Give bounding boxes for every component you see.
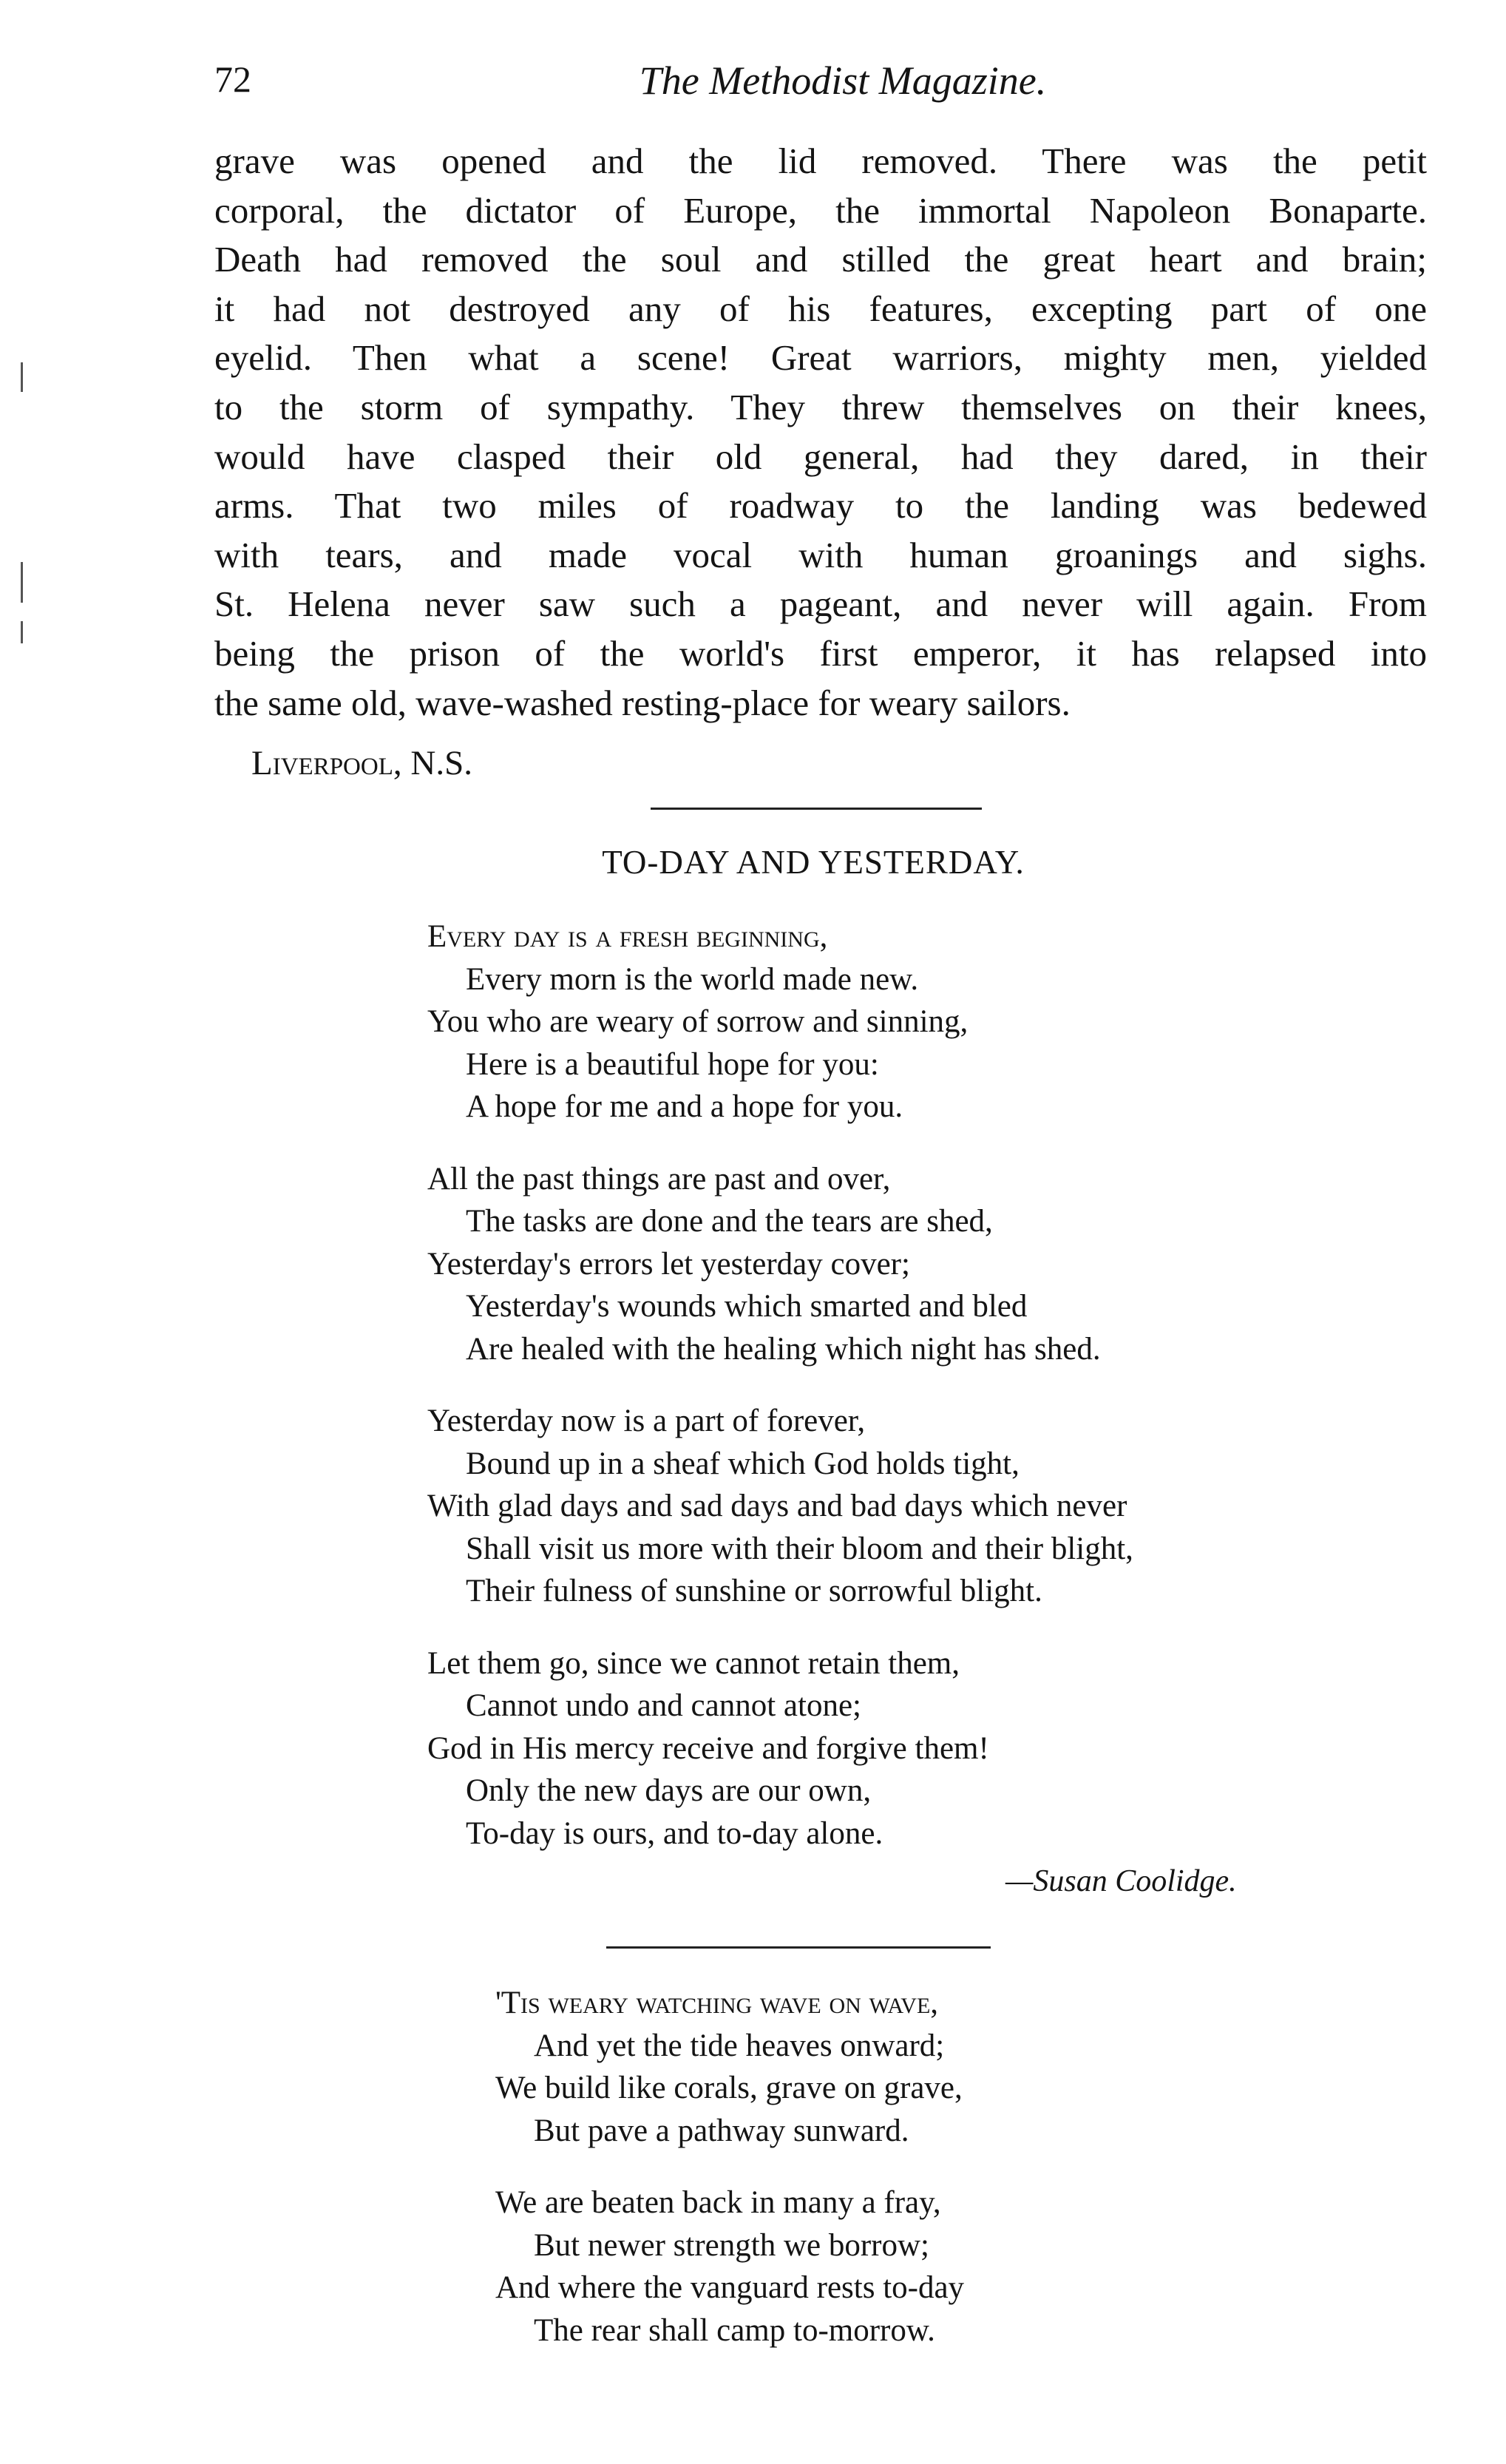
verse-line: But pave a pathway sunward. [534, 2113, 909, 2148]
signoff [251, 743, 472, 783]
page-header [214, 58, 1427, 117]
verse-line: Shall visit us more with their bloom and their blight, [466, 1531, 1133, 1566]
verse-line: Yesterday's errors let yesterday cover; [427, 1246, 910, 1282]
verse-line: Their fulness of sunshine or sorrowful blight. [466, 1574, 1042, 1608]
verse-line: Yesterday's wounds which smarted and bled [466, 1289, 1028, 1324]
stanza [427, 915, 1425, 1128]
prose-line: grave was opened and the lid removed. There was the petit [214, 141, 1427, 181]
page-number: 72 [214, 58, 251, 100]
verse-line: A hope for me and a hope for you. [466, 1089, 903, 1124]
verse-line: Are healed with the healing which night has shed. [466, 1331, 1101, 1367]
poem-attribution: —Susan Coolidge. [1005, 1864, 1237, 1898]
prose-line: arms. That two miles of roadway to the landing was bedewed [214, 485, 1427, 527]
prose-line: would have clasped their old general, had they dared, in their [214, 436, 1427, 477]
prose-line: St. Helena never saw such a pageant, and never will again. From [214, 583, 1427, 625]
section-divider [606, 1946, 991, 1949]
verse-line: We build like corals, grave on grave, [495, 2071, 963, 2105]
stanza [427, 1400, 1425, 1613]
verse-line: You who are weary of sorrow and sinning, [427, 1004, 969, 1039]
verse-line: 'Tis weary watching wave on wave, [495, 1986, 939, 2020]
prose-line: with tears, and made vocal with human groanings and sighs. [214, 534, 1427, 575]
signoff-text: Liverpool, N.S. [251, 744, 472, 782]
running-title: The Methodist Magazine. [639, 58, 1047, 103]
verse-line: God in His mercy receive and forgive them! [427, 1730, 989, 1766]
poem-to-day-and-yesterday [427, 915, 1425, 1884]
verse-line: We are beaten back in many a fray, [495, 2185, 941, 2220]
prose-line: the same old, wave-washed resting-place for weary sailors. [214, 682, 1071, 723]
prose-line: corporal, the dictator of Europe, the immortal Napoleon Bonaparte. [214, 189, 1427, 231]
verse-line: All the past things are past and over, [427, 1161, 891, 1197]
verse-line: Every day is a fresh beginning, [427, 919, 828, 954]
verse-line: Let them go, since we cannot retain them, [427, 1645, 960, 1681]
poem-title: TO-DAY AND YESTERDAY. [602, 844, 1025, 881]
verse-line: Here is a beautiful hope for you: [466, 1046, 879, 1082]
verse-line: And where the vanguard rests to-day [495, 2270, 965, 2305]
section-divider [651, 808, 982, 810]
prose-line: Death had removed the soul and stilled the great heart and brain; [214, 239, 1427, 280]
scan-margin-mark [21, 362, 23, 392]
verse-line: The rear shall camp to-morrow. [534, 2312, 935, 2348]
verse-line: The tasks are done and the tears are shed, [466, 1204, 993, 1239]
verse-line: With glad days and sad days and bad days which never [427, 1489, 1127, 1523]
poem-untitled [495, 1982, 1419, 2381]
stanza [495, 1982, 1419, 2152]
verse-line: To-day is ours, and to-day alone. [466, 1815, 883, 1851]
verse-line: But newer strength we borrow; [534, 2227, 929, 2263]
stanza [427, 1158, 1425, 1371]
verse-line: Cannot undo and cannot atone; [466, 1688, 861, 1723]
prose-line: to the storm of sympathy. They threw themselves on their knees, [214, 386, 1427, 427]
stanza [427, 1642, 1425, 1855]
verse-line: Bound up in a sheaf which God holds tight, [466, 1446, 1020, 1481]
verse-line: And yet the tide heaves onward; [534, 2028, 945, 2063]
prose-line: it had not destroyed any of his features, excepting part of one [214, 288, 1427, 329]
scan-margin-mark [21, 562, 23, 603]
prose-line: eyelid. Then what a scene! Great warriors, mighty men, yielded [214, 337, 1427, 379]
verse-line: Only the new days are our own, [466, 1773, 872, 1808]
verse-line: Yesterday now is a part of forever, [427, 1404, 866, 1438]
stanza [495, 2182, 1419, 2352]
scan-margin-mark [21, 621, 23, 643]
prose-line: being the prison of the world's first emperor, it has relapsed into [214, 632, 1427, 674]
verse-line: Every morn is the world made new. [466, 961, 919, 997]
prose-paragraph [214, 137, 1427, 728]
